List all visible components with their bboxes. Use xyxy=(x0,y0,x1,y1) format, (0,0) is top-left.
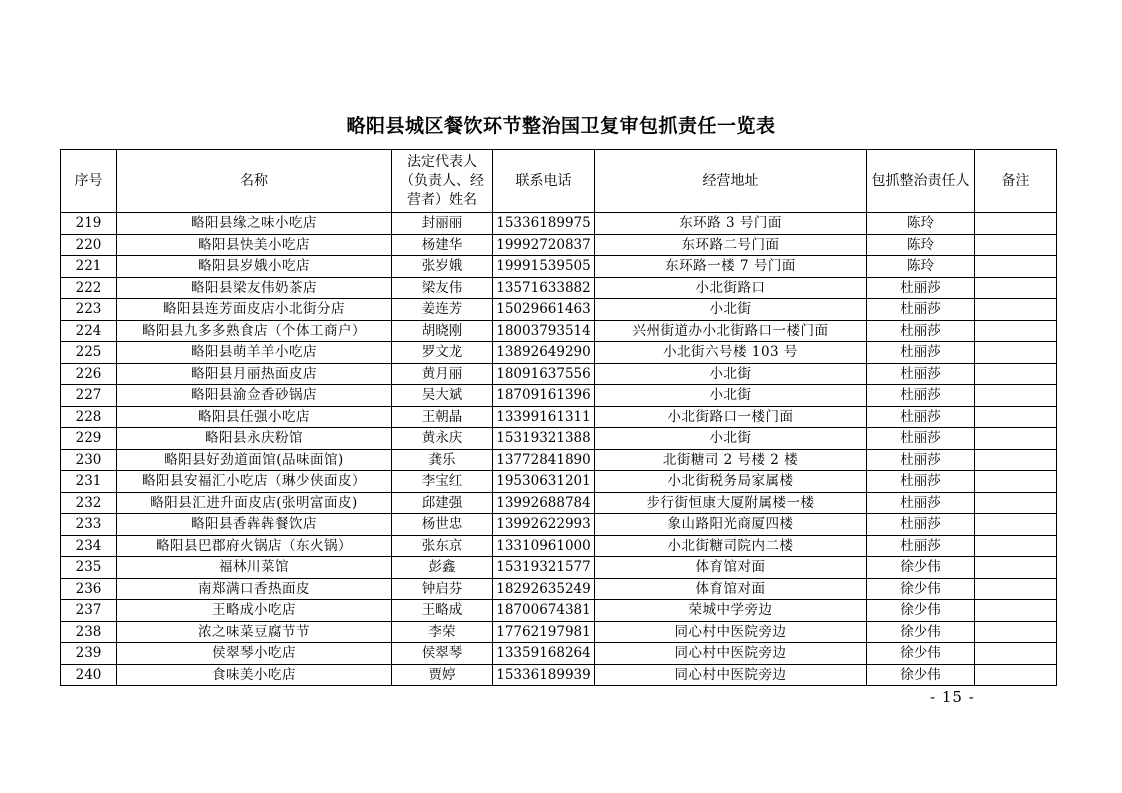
cell-remark xyxy=(975,234,1057,256)
cell-remark xyxy=(975,428,1057,450)
cell-address: 东环路二号门面 xyxy=(595,234,867,256)
cell-remark xyxy=(975,535,1057,557)
cell-name: 南郑满口香热面皮 xyxy=(117,578,392,600)
cell-name: 略阳县任强小吃店 xyxy=(117,406,392,428)
cell-name: 略阳县渝佥香砂锅店 xyxy=(117,385,392,407)
cell-responsible-person: 徐少伟 xyxy=(867,643,975,665)
header-phone: 联系电话 xyxy=(493,150,595,213)
cell-responsible-person: 杜丽莎 xyxy=(867,535,975,557)
cell-remark xyxy=(975,557,1057,579)
cell-remark xyxy=(975,406,1057,428)
cell-phone: 13992688784 xyxy=(493,492,595,514)
table-body xyxy=(61,213,1057,686)
cell-representative: 贾婷 xyxy=(392,664,493,686)
cell-responsible-person: 杜丽莎 xyxy=(867,320,975,342)
cell-seq: 222 xyxy=(61,277,117,299)
page-number: - 15 - xyxy=(930,688,975,706)
table-row xyxy=(61,449,1057,471)
cell-responsible-person: 杜丽莎 xyxy=(867,449,975,471)
table-row xyxy=(61,363,1057,385)
cell-remark xyxy=(975,256,1057,278)
cell-remark xyxy=(975,277,1057,299)
cell-address: 小北街 xyxy=(595,428,867,450)
cell-remark xyxy=(975,643,1057,665)
cell-responsible-person: 杜丽莎 xyxy=(867,363,975,385)
cell-name: 略阳县梁友伟奶茶店 xyxy=(117,277,392,299)
table-row xyxy=(61,535,1057,557)
cell-address: 东环路一楼 7 号门面 xyxy=(595,256,867,278)
cell-address: 同心村中医院旁边 xyxy=(595,664,867,686)
header-responsible-person: 包抓整治责任人 xyxy=(867,150,975,213)
table-row xyxy=(61,578,1057,600)
cell-name: 略阳县安福汇小吃店（琳少侠面皮） xyxy=(117,471,392,493)
cell-remark xyxy=(975,299,1057,321)
cell-name: 略阳县汇进升面皮店(张明富面皮) xyxy=(117,492,392,514)
cell-address: 体育馆对面 xyxy=(595,557,867,579)
cell-phone: 19991539505 xyxy=(493,256,595,278)
cell-seq: 234 xyxy=(61,535,117,557)
cell-remark xyxy=(975,621,1057,643)
cell-representative: 罗文龙 xyxy=(392,342,493,364)
cell-representative: 胡晓刚 xyxy=(392,320,493,342)
cell-phone: 18709161396 xyxy=(493,385,595,407)
header-representative: 法定代表人（负责人、经营者）姓名 xyxy=(392,150,493,213)
cell-seq: 236 xyxy=(61,578,117,600)
cell-seq: 240 xyxy=(61,664,117,686)
cell-representative: 王朝晶 xyxy=(392,406,493,428)
cell-phone: 18091637556 xyxy=(493,363,595,385)
cell-representative: 杨世忠 xyxy=(392,514,493,536)
document-title: 略阳县城区餐饮环节整治国卫复审包抓责任一览表 xyxy=(346,115,776,137)
cell-phone: 13359168264 xyxy=(493,643,595,665)
header-name: 名称 xyxy=(117,150,392,213)
cell-name: 略阳县巴郡府火锅店（东火锅） xyxy=(117,535,392,557)
cell-remark xyxy=(975,600,1057,622)
cell-remark xyxy=(975,342,1057,364)
cell-seq: 226 xyxy=(61,363,117,385)
cell-address: 兴州街道办小北街路口一楼门面 xyxy=(595,320,867,342)
cell-phone: 15336189939 xyxy=(493,664,595,686)
cell-remark xyxy=(975,363,1057,385)
cell-address: 小北街六号楼 103 号 xyxy=(595,342,867,364)
cell-phone: 15319321388 xyxy=(493,428,595,450)
header-remark: 备注 xyxy=(975,150,1057,213)
cell-remark xyxy=(975,471,1057,493)
cell-representative: 邱建强 xyxy=(392,492,493,514)
cell-responsible-person: 徐少伟 xyxy=(867,557,975,579)
cell-seq: 228 xyxy=(61,406,117,428)
cell-phone: 15336189975 xyxy=(493,213,595,235)
cell-address: 东环路 3 号门面 xyxy=(595,213,867,235)
table-row xyxy=(61,471,1057,493)
cell-address: 小北街 xyxy=(595,363,867,385)
cell-address: 小北街路口一楼门面 xyxy=(595,406,867,428)
cell-remark xyxy=(975,578,1057,600)
cell-address: 步行街恒康大厦附属楼一楼 xyxy=(595,492,867,514)
cell-remark xyxy=(975,385,1057,407)
cell-responsible-person: 徐少伟 xyxy=(867,621,975,643)
table-row xyxy=(61,277,1057,299)
cell-name: 略阳县永庆粉馆 xyxy=(117,428,392,450)
cell-name: 略阳县好劲道面馆(品味面馆) xyxy=(117,449,392,471)
cell-phone: 13772841890 xyxy=(493,449,595,471)
table-row xyxy=(61,557,1057,579)
cell-phone: 13992622993 xyxy=(493,514,595,536)
cell-responsible-person: 陈玲 xyxy=(867,234,975,256)
cell-representative: 张东京 xyxy=(392,535,493,557)
cell-remark xyxy=(975,449,1057,471)
cell-name: 略阳县香犇犇餐饮店 xyxy=(117,514,392,536)
table-row xyxy=(61,213,1057,235)
cell-representative: 侯翠琴 xyxy=(392,643,493,665)
cell-responsible-person: 徐少伟 xyxy=(867,664,975,686)
table-row xyxy=(61,514,1057,536)
table-header-row xyxy=(61,150,1057,213)
cell-phone: 19992720837 xyxy=(493,234,595,256)
cell-phone: 13399161311 xyxy=(493,406,595,428)
table-row xyxy=(61,385,1057,407)
cell-seq: 221 xyxy=(61,256,117,278)
cell-name: 侯翠琴小吃店 xyxy=(117,643,392,665)
cell-representative: 杨建华 xyxy=(392,234,493,256)
cell-phone: 17762197981 xyxy=(493,621,595,643)
table-row xyxy=(61,342,1057,364)
header-seq: 序号 xyxy=(61,150,117,213)
cell-seq: 235 xyxy=(61,557,117,579)
cell-responsible-person: 陈玲 xyxy=(867,213,975,235)
cell-responsible-person: 杜丽莎 xyxy=(867,277,975,299)
cell-phone: 13310961000 xyxy=(493,535,595,557)
cell-address: 小北街路口 xyxy=(595,277,867,299)
cell-name: 略阳县快美小吃店 xyxy=(117,234,392,256)
cell-seq: 225 xyxy=(61,342,117,364)
cell-responsible-person: 杜丽莎 xyxy=(867,514,975,536)
cell-name: 王略成小吃店 xyxy=(117,600,392,622)
cell-phone: 13892649290 xyxy=(493,342,595,364)
cell-responsible-person: 杜丽莎 xyxy=(867,428,975,450)
cell-name: 略阳县连芳面皮店小北街分店 xyxy=(117,299,392,321)
cell-name: 福林川菜馆 xyxy=(117,557,392,579)
table-row xyxy=(61,256,1057,278)
cell-seq: 237 xyxy=(61,600,117,622)
cell-remark xyxy=(975,320,1057,342)
cell-seq: 219 xyxy=(61,213,117,235)
cell-responsible-person: 徐少伟 xyxy=(867,578,975,600)
cell-seq: 224 xyxy=(61,320,117,342)
table-row xyxy=(61,643,1057,665)
cell-name: 浓之味菜豆腐节节 xyxy=(117,621,392,643)
cell-phone: 13571633882 xyxy=(493,277,595,299)
cell-name: 略阳县萌羊羊小吃店 xyxy=(117,342,392,364)
table-row xyxy=(61,406,1057,428)
table-row xyxy=(61,664,1057,686)
cell-representative: 黄永庆 xyxy=(392,428,493,450)
cell-phone: 19530631201 xyxy=(493,471,595,493)
header-address: 经营地址 xyxy=(595,150,867,213)
cell-phone: 15029661463 xyxy=(493,299,595,321)
cell-address: 小北街糖司院内二楼 xyxy=(595,535,867,557)
cell-seq: 220 xyxy=(61,234,117,256)
cell-address: 小北街 xyxy=(595,385,867,407)
cell-responsible-person: 陈玲 xyxy=(867,256,975,278)
cell-remark xyxy=(975,213,1057,235)
cell-seq: 229 xyxy=(61,428,117,450)
table-row xyxy=(61,320,1057,342)
table-row xyxy=(61,621,1057,643)
cell-phone: 15319321577 xyxy=(493,557,595,579)
cell-seq: 223 xyxy=(61,299,117,321)
cell-seq: 230 xyxy=(61,449,117,471)
table-row xyxy=(61,600,1057,622)
cell-responsible-person: 杜丽莎 xyxy=(867,492,975,514)
cell-seq: 232 xyxy=(61,492,117,514)
cell-representative: 吴大斌 xyxy=(392,385,493,407)
cell-seq: 227 xyxy=(61,385,117,407)
cell-representative: 黄月丽 xyxy=(392,363,493,385)
cell-remark xyxy=(975,514,1057,536)
table-row xyxy=(61,234,1057,256)
cell-representative: 钟启芬 xyxy=(392,578,493,600)
cell-seq: 239 xyxy=(61,643,117,665)
cell-phone: 18700674381 xyxy=(493,600,595,622)
cell-representative: 张岁娥 xyxy=(392,256,493,278)
cell-seq: 238 xyxy=(61,621,117,643)
cell-address: 荣城中学旁边 xyxy=(595,600,867,622)
cell-responsible-person: 杜丽莎 xyxy=(867,406,975,428)
cell-name: 食味美小吃店 xyxy=(117,664,392,686)
cell-responsible-person: 杜丽莎 xyxy=(867,342,975,364)
cell-name: 略阳县缘之味小吃店 xyxy=(117,213,392,235)
cell-name: 略阳县月丽热面皮店 xyxy=(117,363,392,385)
cell-phone: 18292635249 xyxy=(493,578,595,600)
table-row xyxy=(61,299,1057,321)
table-row xyxy=(61,492,1057,514)
cell-address: 同心村中医院旁边 xyxy=(595,621,867,643)
cell-address: 象山路阳光商厦四楼 xyxy=(595,514,867,536)
cell-name: 略阳县岁娥小吃店 xyxy=(117,256,392,278)
cell-responsible-person: 杜丽莎 xyxy=(867,299,975,321)
cell-seq: 233 xyxy=(61,514,117,536)
cell-remark xyxy=(975,664,1057,686)
cell-responsible-person: 杜丽莎 xyxy=(867,385,975,407)
cell-seq: 231 xyxy=(61,471,117,493)
cell-representative: 王略成 xyxy=(392,600,493,622)
cell-remark xyxy=(975,492,1057,514)
cell-representative: 梁友伟 xyxy=(392,277,493,299)
cell-address: 体育馆对面 xyxy=(595,578,867,600)
cell-representative: 李荣 xyxy=(392,621,493,643)
cell-representative: 彭鑫 xyxy=(392,557,493,579)
cell-responsible-person: 杜丽莎 xyxy=(867,471,975,493)
cell-phone: 18003793514 xyxy=(493,320,595,342)
responsibility-table xyxy=(60,149,1057,686)
cell-responsible-person: 徐少伟 xyxy=(867,600,975,622)
cell-address: 小北街税务局家属楼 xyxy=(595,471,867,493)
cell-name: 略阳县九多多熟食店（个体工商户） xyxy=(117,320,392,342)
cell-representative: 龚乐 xyxy=(392,449,493,471)
cell-representative: 姜连芳 xyxy=(392,299,493,321)
cell-address: 北街糖司 2 号楼 2 楼 xyxy=(595,449,867,471)
cell-address: 小北街 xyxy=(595,299,867,321)
cell-representative: 封丽丽 xyxy=(392,213,493,235)
cell-representative: 李宝红 xyxy=(392,471,493,493)
cell-address: 同心村中医院旁边 xyxy=(595,643,867,665)
table-row xyxy=(61,428,1057,450)
